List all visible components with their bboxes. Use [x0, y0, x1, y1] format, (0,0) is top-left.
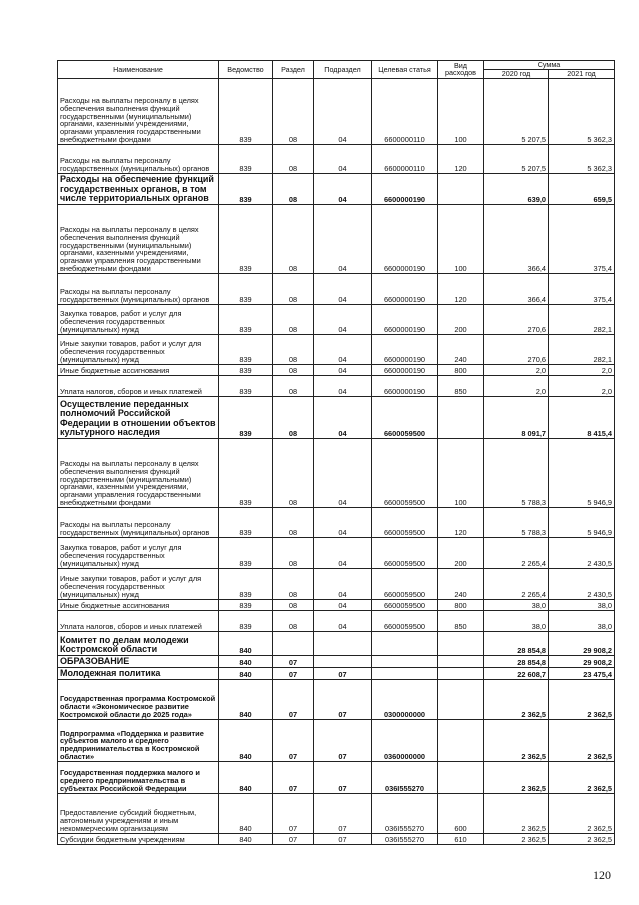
table-row: [58, 438, 615, 507]
cell-name: Расходы на обеспечение функций государственных органов, в том числе территориальных органов: [58, 173, 219, 204]
cell-dept: 839: [219, 173, 273, 204]
cell-dept: 839: [219, 375, 273, 396]
cell-sec: 08: [273, 273, 314, 304]
cell-dept: 839: [219, 568, 273, 599]
cell-type: [438, 655, 484, 667]
cell-v2020: 5 788,3: [484, 507, 549, 537]
cell-v2020: 5 788,3: [484, 438, 549, 507]
cell-target: [372, 667, 438, 679]
cell-sec: 08: [273, 304, 314, 334]
cell-name: Иные закупки товаров, работ и услуг для обеспечения государственных (муниципальных) нужд: [58, 334, 219, 364]
cell-sub: 07: [314, 719, 372, 761]
cell-sec: 07: [273, 719, 314, 761]
cell-name: Предоставление субсидий бюджетным, автономным учреждениям и иным некоммерческим организациям: [58, 793, 219, 833]
cell-v2021: 375,4: [549, 204, 615, 273]
table-row: [58, 599, 615, 610]
table-row: [58, 667, 615, 679]
cell-sec: 08: [273, 396, 314, 438]
cell-name: Иные бюджетные ассигнования: [58, 364, 219, 375]
table-row: [58, 375, 615, 396]
cell-dept: 839: [219, 438, 273, 507]
cell-name: Государственная поддержка малого и среднего предпринимательства в субъектах Российской Федерации: [58, 761, 219, 793]
table-row: [58, 568, 615, 599]
cell-dept: 839: [219, 144, 273, 173]
cell-target: 6600000190: [372, 173, 438, 204]
table-row: [58, 679, 615, 719]
cell-v2020: 366,4: [484, 273, 549, 304]
header-type: Вид расходов: [438, 61, 484, 79]
cell-sec: 08: [273, 173, 314, 204]
cell-v2021: 2 430,5: [549, 568, 615, 599]
cell-v2021: 2 430,5: [549, 537, 615, 568]
cell-dept: 840: [219, 679, 273, 719]
cell-name: ОБРАЗОВАНИЕ: [58, 655, 219, 667]
cell-sub: 04: [314, 273, 372, 304]
header-subsection: Подраздел: [314, 61, 372, 79]
cell-sec: 08: [273, 78, 314, 144]
cell-dept: 840: [219, 655, 273, 667]
table-row: [58, 334, 615, 364]
cell-sub: 04: [314, 568, 372, 599]
cell-dept: 839: [219, 537, 273, 568]
cell-dept: 839: [219, 364, 273, 375]
cell-name: Расходы на выплаты персоналу государственных (муниципальных) органов: [58, 273, 219, 304]
cell-name: Расходы на выплаты персоналу государственных (муниципальных) органов: [58, 507, 219, 537]
table-row: [58, 719, 615, 761]
cell-dept: 840: [219, 667, 273, 679]
cell-target: 036I555270: [372, 793, 438, 833]
cell-v2021: 5 946,9: [549, 507, 615, 537]
cell-v2021: 2 362,5: [549, 679, 615, 719]
cell-v2020: 28 854,8: [484, 655, 549, 667]
cell-v2021: 8 415,4: [549, 396, 615, 438]
table-row: [58, 173, 615, 204]
cell-target: 6600000190: [372, 304, 438, 334]
cell-target: 6600000110: [372, 78, 438, 144]
cell-name: Осуществление переданных полномочий Российской Федерации в отношении объектов культурного наследия: [58, 396, 219, 438]
cell-name: Иные закупки товаров, работ и услуг для обеспечения государственных (муниципальных) нужд: [58, 568, 219, 599]
cell-sub: 04: [314, 537, 372, 568]
cell-sub: 04: [314, 173, 372, 204]
cell-target: 6600000190: [372, 273, 438, 304]
cell-sub: 04: [314, 304, 372, 334]
cell-sub: [314, 631, 372, 655]
cell-v2020: 270,6: [484, 304, 549, 334]
cell-sub: 04: [314, 364, 372, 375]
cell-v2020: 38,0: [484, 599, 549, 610]
cell-dept: 839: [219, 304, 273, 334]
cell-sub: 04: [314, 204, 372, 273]
table-row: [58, 78, 615, 144]
cell-target: 6600000190: [372, 364, 438, 375]
cell-type: 850: [438, 375, 484, 396]
cell-name: Субсидии бюджетным учреждениям: [58, 833, 219, 844]
cell-dept: 840: [219, 793, 273, 833]
cell-dept: 839: [219, 204, 273, 273]
cell-v2021: 659,5: [549, 173, 615, 204]
cell-type: 100: [438, 438, 484, 507]
table-row: [58, 364, 615, 375]
header-name: Наименование: [58, 61, 219, 79]
cell-type: [438, 719, 484, 761]
cell-name: Расходы на выплаты персоналу государственных (муниципальных) органов: [58, 144, 219, 173]
cell-sec: 07: [273, 655, 314, 667]
cell-sec: 07: [273, 761, 314, 793]
cell-target: 6600059500: [372, 568, 438, 599]
table-row: [58, 793, 615, 833]
cell-type: 200: [438, 304, 484, 334]
cell-type: 610: [438, 833, 484, 844]
cell-v2020: 5 207,5: [484, 78, 549, 144]
header-target: Целевая статья: [372, 61, 438, 79]
cell-name: Расходы на выплаты персоналу в целях обеспечения выполнения функций государственными (муниципальными) органами, казенными учреждениями, органами управления государственными внебюджетными фондами: [58, 78, 219, 144]
cell-v2021: 38,0: [549, 610, 615, 631]
cell-target: 6600059500: [372, 396, 438, 438]
header-sum: Сумма: [484, 61, 615, 70]
cell-dept: 839: [219, 334, 273, 364]
cell-v2021: 282,1: [549, 304, 615, 334]
cell-type: 240: [438, 568, 484, 599]
cell-sub: 04: [314, 599, 372, 610]
cell-sec: 07: [273, 793, 314, 833]
cell-type: [438, 761, 484, 793]
cell-dept: 839: [219, 78, 273, 144]
cell-dept: 840: [219, 761, 273, 793]
cell-sec: 08: [273, 507, 314, 537]
cell-sub: 04: [314, 334, 372, 364]
cell-v2021: 29 908,2: [549, 631, 615, 655]
header-section: Раздел: [273, 61, 314, 79]
page-number: 120: [593, 868, 611, 882]
cell-v2021: 2 362,5: [549, 833, 615, 844]
cell-name: Государственная программа Костромской области «Экономическое развитие Костромской области до 2025 года»: [58, 679, 219, 719]
cell-v2020: 8 091,7: [484, 396, 549, 438]
cell-target: 6600059500: [372, 537, 438, 568]
cell-v2021: 5 362,3: [549, 144, 615, 173]
cell-v2020: 639,0: [484, 173, 549, 204]
cell-target: 6600059500: [372, 610, 438, 631]
cell-v2020: 270,6: [484, 334, 549, 364]
cell-v2021: 23 475,4: [549, 667, 615, 679]
cell-dept: 840: [219, 833, 273, 844]
cell-type: [438, 667, 484, 679]
header-year-2020: 2020 год: [484, 69, 549, 78]
cell-v2020: 38,0: [484, 610, 549, 631]
table-row: [58, 631, 615, 655]
cell-type: 120: [438, 144, 484, 173]
cell-sub: 04: [314, 438, 372, 507]
cell-dept: 839: [219, 599, 273, 610]
cell-v2020: 2 362,5: [484, 719, 549, 761]
cell-v2020: 22 608,7: [484, 667, 549, 679]
cell-v2020: 2,0: [484, 375, 549, 396]
cell-v2021: 282,1: [549, 334, 615, 364]
cell-sub: 04: [314, 375, 372, 396]
cell-sub: 07: [314, 679, 372, 719]
cell-sub: 04: [314, 610, 372, 631]
cell-type: [438, 679, 484, 719]
cell-target: 0360000000: [372, 719, 438, 761]
cell-v2021: 2 362,5: [549, 719, 615, 761]
cell-type: [438, 396, 484, 438]
cell-sec: 07: [273, 679, 314, 719]
cell-v2020: 2,0: [484, 364, 549, 375]
cell-dept: 839: [219, 610, 273, 631]
cell-type: 100: [438, 204, 484, 273]
cell-sec: 07: [273, 667, 314, 679]
table-row: [58, 304, 615, 334]
cell-type: [438, 173, 484, 204]
cell-type: 120: [438, 273, 484, 304]
cell-target: 6600000190: [372, 334, 438, 364]
cell-name: Уплата налогов, сборов и иных платежей: [58, 610, 219, 631]
cell-v2020: 2 265,4: [484, 537, 549, 568]
cell-v2021: 2,0: [549, 364, 615, 375]
cell-v2021: 375,4: [549, 273, 615, 304]
table-row: [58, 833, 615, 844]
cell-v2021: 29 908,2: [549, 655, 615, 667]
header-year-2021: 2021 год: [549, 69, 615, 78]
cell-sec: 08: [273, 610, 314, 631]
cell-target: 6600059500: [372, 438, 438, 507]
cell-target: 0300000000: [372, 679, 438, 719]
table-row: [58, 204, 615, 273]
table-row: [58, 507, 615, 537]
cell-sec: 07: [273, 833, 314, 844]
table-row: [58, 610, 615, 631]
cell-sec: 08: [273, 599, 314, 610]
cell-v2020: 2 362,5: [484, 793, 549, 833]
cell-v2020: 2 265,4: [484, 568, 549, 599]
cell-v2020: 28 854,8: [484, 631, 549, 655]
cell-v2021: 38,0: [549, 599, 615, 610]
cell-v2020: 5 207,5: [484, 144, 549, 173]
cell-name: Молодежная политика: [58, 667, 219, 679]
cell-sec: 08: [273, 144, 314, 173]
cell-dept: 839: [219, 396, 273, 438]
cell-dept: 839: [219, 273, 273, 304]
cell-sub: 04: [314, 396, 372, 438]
cell-target: 036I555270: [372, 833, 438, 844]
cell-sec: 08: [273, 375, 314, 396]
cell-name: Расходы на выплаты персоналу в целях обеспечения выполнения функций государственными (муниципальными) органами, казенными учреждениями, органами управления государственными внебюджетными фондами: [58, 204, 219, 273]
cell-type: 120: [438, 507, 484, 537]
table-row: [58, 396, 615, 438]
cell-sec: 08: [273, 204, 314, 273]
cell-name: Иные бюджетные ассигнования: [58, 599, 219, 610]
cell-name: Закупка товаров, работ и услуг для обеспечения государственных (муниципальных) нужд: [58, 537, 219, 568]
cell-type: 200: [438, 537, 484, 568]
cell-v2020: 2 362,5: [484, 761, 549, 793]
cell-name: Закупка товаров, работ и услуг для обеспечения государственных (муниципальных) нужд: [58, 304, 219, 334]
table-row: [58, 655, 615, 667]
cell-sub: 04: [314, 507, 372, 537]
cell-v2021: 2 362,5: [549, 761, 615, 793]
cell-v2021: 2,0: [549, 375, 615, 396]
cell-type: 800: [438, 599, 484, 610]
budget-table: [57, 60, 615, 845]
cell-dept: 840: [219, 631, 273, 655]
table-body: [58, 78, 615, 844]
cell-target: 6600000110: [372, 144, 438, 173]
cell-v2021: 2 362,5: [549, 793, 615, 833]
cell-name: Комитет по делам молодежи Костромской области: [58, 631, 219, 655]
cell-target: 036I555270: [372, 761, 438, 793]
table-row: [58, 144, 615, 173]
cell-sub: 07: [314, 761, 372, 793]
cell-sub: 07: [314, 667, 372, 679]
cell-v2021: 5 946,9: [549, 438, 615, 507]
cell-target: [372, 655, 438, 667]
cell-sub: 07: [314, 793, 372, 833]
cell-sub: 04: [314, 144, 372, 173]
cell-target: [372, 631, 438, 655]
cell-target: 6600000190: [372, 204, 438, 273]
cell-name: Расходы на выплаты персоналу в целях обеспечения выполнения функций государственными (муниципальными) органами, казенными учреждениями, органами управления государственными внебюджетными фондами: [58, 438, 219, 507]
cell-dept: 840: [219, 719, 273, 761]
cell-v2020: 366,4: [484, 204, 549, 273]
cell-type: 100: [438, 78, 484, 144]
cell-sec: 08: [273, 537, 314, 568]
cell-name: Подпрограмма «Поддержка и развитие субъектов малого и среднего предпринимательства в Костромской области»: [58, 719, 219, 761]
cell-sec: 08: [273, 568, 314, 599]
cell-sec: 08: [273, 438, 314, 507]
table-row: [58, 273, 615, 304]
cell-type: 800: [438, 364, 484, 375]
cell-type: 240: [438, 334, 484, 364]
cell-target: 6600059500: [372, 599, 438, 610]
cell-dept: 839: [219, 507, 273, 537]
cell-target: 6600059500: [372, 507, 438, 537]
table-row: [58, 537, 615, 568]
header-dept: Ведомство: [219, 61, 273, 79]
cell-type: 850: [438, 610, 484, 631]
cell-v2020: 2 362,5: [484, 833, 549, 844]
cell-sec: [273, 631, 314, 655]
cell-sub: [314, 655, 372, 667]
cell-type: [438, 631, 484, 655]
cell-sec: 08: [273, 364, 314, 375]
cell-sub: 07: [314, 833, 372, 844]
cell-v2020: 2 362,5: [484, 679, 549, 719]
cell-target: 6600000190: [372, 375, 438, 396]
cell-sub: 04: [314, 78, 372, 144]
cell-type: 600: [438, 793, 484, 833]
cell-name: Уплата налогов, сборов и иных платежей: [58, 375, 219, 396]
cell-v2021: 5 362,3: [549, 78, 615, 144]
cell-sec: 08: [273, 334, 314, 364]
table-row: [58, 761, 615, 793]
